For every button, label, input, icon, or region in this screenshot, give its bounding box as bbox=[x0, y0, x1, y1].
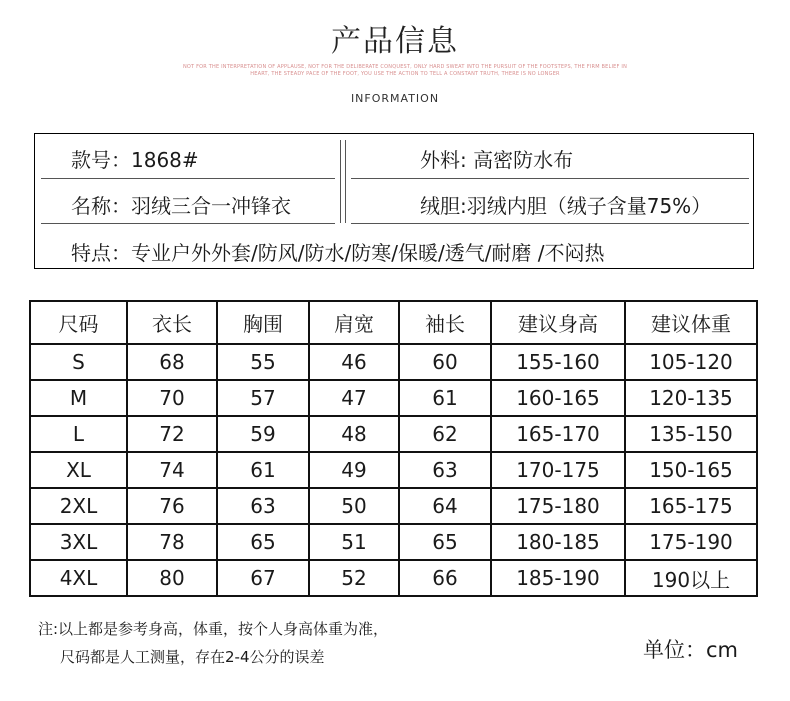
header-length: 衣长 bbox=[127, 301, 217, 344]
table-cell: 59 bbox=[217, 416, 309, 452]
table-cell: 67 bbox=[217, 560, 309, 596]
table-cell: 165-170 bbox=[491, 416, 625, 452]
info-divider-left-2 bbox=[41, 223, 335, 224]
table-row bbox=[30, 488, 757, 524]
header-weight: 建议体重 bbox=[625, 301, 757, 344]
info-divider-vertical bbox=[340, 140, 341, 223]
table-cell: 160-165 bbox=[491, 380, 625, 416]
liner-info: 绒胆:羽绒内胆（绒子含量75%） bbox=[420, 194, 712, 218]
table-cell: 190以上 bbox=[625, 560, 757, 596]
table-cell: 48 bbox=[309, 416, 399, 452]
table-cell: 175-180 bbox=[491, 488, 625, 524]
table-cell: 150-165 bbox=[625, 452, 757, 488]
table-cell: 4XL bbox=[30, 560, 127, 596]
table-cell: 65 bbox=[217, 524, 309, 560]
table-cell: 2XL bbox=[30, 488, 127, 524]
info-divider-vertical-2 bbox=[345, 140, 346, 223]
table-cell: L bbox=[30, 416, 127, 452]
table-row bbox=[30, 452, 757, 488]
product-name: 名称：羽绒三合一冲锋衣 bbox=[71, 194, 291, 218]
table-cell: 170-175 bbox=[491, 452, 625, 488]
table-cell: 52 bbox=[309, 560, 399, 596]
note-line-1: 注:以上都是参考身高，体重，按个人身高体重为准， bbox=[38, 620, 389, 638]
table-cell: 57 bbox=[217, 380, 309, 416]
outer-fabric: 外料: 高密防水布 bbox=[420, 148, 574, 172]
table-row bbox=[30, 524, 757, 560]
unit-label: 单位：cm bbox=[643, 638, 739, 662]
table-row bbox=[30, 344, 757, 380]
header-sleeve: 袖长 bbox=[399, 301, 491, 344]
info-divider-right-2 bbox=[351, 223, 749, 224]
table-cell: M bbox=[30, 380, 127, 416]
table-cell: 55 bbox=[217, 344, 309, 380]
table-cell: XL bbox=[30, 452, 127, 488]
header-height: 建议身高 bbox=[491, 301, 625, 344]
tagline-line-1: NOT FOR THE INTERPRETATION OF APPLAUSE, NOT FOR THE DELIBERATE CONQUEST, ONLY HARD SWEAT INTO THE PURSUIT OF THE FOOTSTEPS, THE FIRM BELIEF IN bbox=[182, 64, 628, 70]
table-cell: 46 bbox=[309, 344, 399, 380]
table-cell: 180-185 bbox=[491, 524, 625, 560]
table-cell: 3XL bbox=[30, 524, 127, 560]
table-cell: 64 bbox=[399, 488, 491, 524]
table-cell: 155-160 bbox=[491, 344, 625, 380]
table-cell: S bbox=[30, 344, 127, 380]
header-size: 尺码 bbox=[30, 301, 127, 344]
table-cell: 70 bbox=[127, 380, 217, 416]
table-cell: 51 bbox=[309, 524, 399, 560]
header-shoulder: 肩宽 bbox=[309, 301, 399, 344]
info-divider-right-1 bbox=[351, 178, 749, 179]
table-cell: 72 bbox=[127, 416, 217, 452]
table-cell: 63 bbox=[399, 452, 491, 488]
table-cell: 135-150 bbox=[625, 416, 757, 452]
table-cell: 47 bbox=[309, 380, 399, 416]
header-chest: 胸围 bbox=[217, 301, 309, 344]
table-cell: 68 bbox=[127, 344, 217, 380]
features: 特点：专业户外外套/防风/防水/防寒/保暖/透气/耐磨 /不闷热 bbox=[71, 241, 605, 265]
style-number: 款号：1868# bbox=[71, 148, 199, 172]
table-cell: 175-190 bbox=[625, 524, 757, 560]
table-cell: 76 bbox=[127, 488, 217, 524]
table-cell: 62 bbox=[399, 416, 491, 452]
tagline-line-2: HEART, THE STEADY PACE OF THE FOOT, YOU USE THE ACTION TO TELL A CONSTANT TRUTH, THERE IS NO LONGER bbox=[250, 71, 560, 77]
table-cell: 78 bbox=[127, 524, 217, 560]
size-table bbox=[29, 300, 758, 597]
table-cell: 185-190 bbox=[491, 560, 625, 596]
table-cell: 66 bbox=[399, 560, 491, 596]
table-cell: 120-135 bbox=[625, 380, 757, 416]
table-cell: 61 bbox=[399, 380, 491, 416]
table-cell: 65 bbox=[399, 524, 491, 560]
table-cell: 63 bbox=[217, 488, 309, 524]
table-cell: 105-120 bbox=[625, 344, 757, 380]
table-cell: 80 bbox=[127, 560, 217, 596]
page-title: 产品信息 bbox=[331, 24, 459, 59]
table-row bbox=[30, 560, 757, 596]
table-cell: 74 bbox=[127, 452, 217, 488]
section-subtitle: INFORMATION bbox=[350, 92, 440, 105]
table-header-row bbox=[30, 301, 757, 344]
info-divider-left-1 bbox=[41, 178, 335, 179]
table-cell: 60 bbox=[399, 344, 491, 380]
table-row bbox=[30, 380, 757, 416]
table-cell: 49 bbox=[309, 452, 399, 488]
table-cell: 61 bbox=[217, 452, 309, 488]
table-cell: 50 bbox=[309, 488, 399, 524]
table-cell: 165-175 bbox=[625, 488, 757, 524]
product-info-box bbox=[34, 133, 754, 269]
note-line-2: 尺码都是人工测量，存在2-4公分的误差 bbox=[60, 648, 325, 666]
table-row bbox=[30, 416, 757, 452]
